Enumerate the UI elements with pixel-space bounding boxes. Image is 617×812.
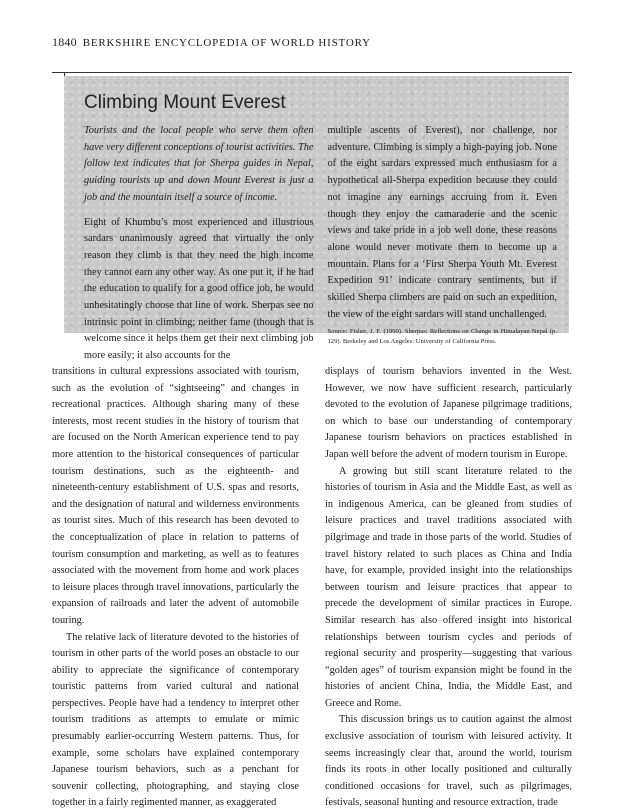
body-column-right xyxy=(325,364,572,812)
publication-title: BERKSHIRE ENCYCLOPEDIA OF WORLD HISTORY xyxy=(83,37,371,49)
body-paragraph: The relative lack of literature devoted to the histories of tourism in other parts of the world poses an obstacle to our ability to appreciate the significance of contemporary touristic patterns from varied cultural and national perspectives. People have had a tendency to interpret other tourism traditions as attempts to emulate or mimic presumably earlier-occurring Western patterns. Thus, for example, some scholars have explained contemporary Japanese tourism behaviors, such as a penchant for souvenir collecting, photographing, and staying close together in a fairly regimented manner, as exaggerated xyxy=(52,630,299,812)
sidebar-top-rule xyxy=(52,72,572,73)
sidebar-paragraph: multiple ascents of Everest), nor challenge, nor adventure. Climbing is simply a high-paying job. None of the eight sardars expressed much enthusiasm for a hypothetical all-Sherpa expedition because they could not imagine any earnings accruing from it. Even though they enjoy the camaraderie and the scenic views and take pride in a job well done, these reasons alone would never motivate them to become up a mountain. Plans for a ‘First Sherpa Youth Mt. Everest Expedition 91’ indicate contrary sentiments, but if skilled Sherpa climbers are paid on such an expedition, the view of the eight sardars will stand unchallenged. xyxy=(328,123,558,323)
sidebar-source: Source: Fisher, J. F. (1990). Sherpas: Reflections on Change in Himalayan Nepal (p. 129). Berkeley and Los Angeles: University of California Press. xyxy=(328,327,558,347)
sidebar-intro: Tourists and the local people who serve them often have very different conceptions of tourist activities. The follow text indicates that for Sherpa guides in Nepal, guiding tourists up and down Mount Everest is just a job and the mountain itself a source of income. xyxy=(84,123,314,207)
body-paragraph: This discussion brings us to caution against the almost exclusive association of tourism with leisured activity. It seems increasingly clear that, around the world, tourism finds its roots in other locally positioned and culturally conditioned occasions for travel, such as pilgrimages, festivals, seasonal hunting and resource extraction, trade xyxy=(325,712,572,812)
article-body xyxy=(52,364,572,812)
sidebar-column-left xyxy=(84,123,314,365)
running-head xyxy=(52,35,371,50)
sidebar-paragraph: Eight of Khumbu’s most experienced and illustrious sardars unanimously agreed that virtually the only reason they climb is that they need the high income they cannot earn any other way. As one put it, if he had the education to qualify for a good office job, he would unhesitatingly choose that line of work. Sherpas see no intrinsic point in climbing; neither fame (though that is welcome since it helps them get their next climbing job more easily; it also accounts for the xyxy=(84,215,314,365)
body-column-left xyxy=(52,364,299,812)
body-paragraph: displays of tourism behaviors invented in the West. However, we now have sufficient research, particularly devoted to the evolution of Japanese pilgrimage traditions, on which to base our understanding of contemporary Japanese tourism behaviors on practices established in Japan well before the advent of modern tourism in Europe. xyxy=(325,364,572,464)
body-paragraph: transitions in cultural expressions associated with tourism, such as the evolution of “sightseeing” and changes in recreational practices. Although sharing many of these interests, most recent studies in the history of tourism that are focused on the North American experience tend to pay more attention to the historical consequences of particular tourism destinations, such as the eighteenth- and nineteenth-century establishment of U.S. spas and resorts, and the designation of natural and wilderness environments as tourist sites. Much of this research has been devoted to the conceptualization of place in relation to patterns of tourism consumption and marketing, as well as to features associated with the movement from home and work places to leisure places through travel innovations, particularly the expansion of railroads and later the advent of automobile touring. xyxy=(52,364,299,630)
sidebar-title: Climbing Mount Everest xyxy=(84,92,557,114)
sidebar-column-right xyxy=(328,123,558,365)
sidebar-box xyxy=(64,76,569,333)
page-number: 1840 xyxy=(52,35,77,49)
body-paragraph: A growing but still scant literature related to the histories of tourism in Asia and the Middle East, as well as in indigenous America, can be gleaned from studies of leisure practices and travel traditions associated with pilgrimage and trade in those parts of the world. Studies of travel history related to such places as China and India have, for example, provided insight into the relationships between tourism and leisure practices that appear to precede the development of similar practices in Europe. Similar research has also offered insight into historical relationships between tourism cycles and periods of regional security and prosperity—suggesting that various “golden ages” of tourism expansion might be found in the histories of ancient China, India, the Middle East, and Greece and Rome. xyxy=(325,464,572,713)
